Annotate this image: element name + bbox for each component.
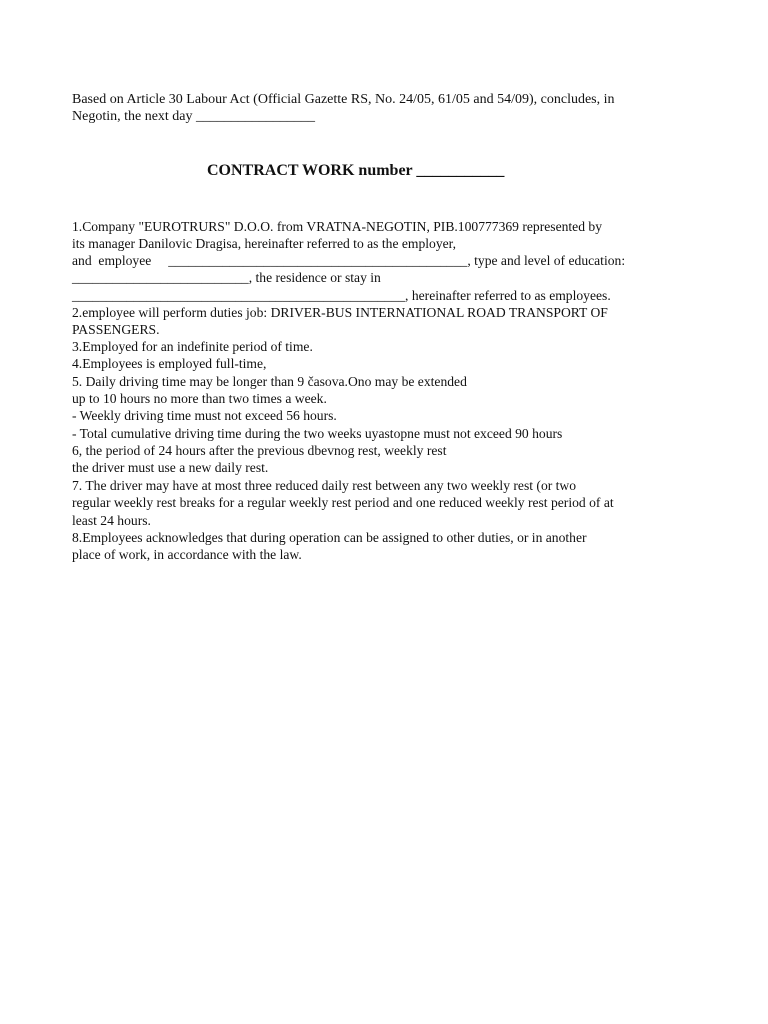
- clause-6-line-2: the driver must use a new daily rest.: [72, 460, 269, 475]
- clause-7-line-2: regular weekly rest breaks for a regular weekly rest period and one reduced weekly rest period of at: [72, 495, 614, 510]
- clause-5-line-4: - Total cumulative driving time during the two weeks uyastopne must not exceed 90 hours: [72, 426, 563, 441]
- clause-1-line-2: its manager Danilovic Dragisa, hereinafter referred to as the employer,: [72, 236, 457, 251]
- clause-5-line-1: 5. Daily driving time may be longer than 9 časova.Ono may be extended: [72, 374, 467, 389]
- clause-6-line-1: 6, the period of 24 hours after the previous dbevnog rest, weekly rest: [72, 443, 447, 458]
- clause-8-line-2: place of work, in accordance with the law.: [72, 547, 302, 562]
- clause-1-line-3: and employee ____________________________________________, type and level of education:: [72, 253, 626, 268]
- intro-line-2: Negotin, the next day _________________: [72, 109, 316, 124]
- clause-7-line-1: 7. The driver may have at most three reduced daily rest between any two weekly rest (or two: [72, 478, 577, 493]
- clause-5-line-2: up to 10 hours no more than two times a week.: [72, 391, 327, 406]
- clause-4: 4.Employees is employed full-time,: [72, 356, 267, 371]
- contract-title: CONTRACT WORK number ___________: [207, 162, 505, 179]
- clause-1-line-4: __________________________, the residence or stay in: [72, 270, 381, 285]
- clause-2-line-1: 2.employee will perform duties job: DRIVER-BUS INTERNATIONAL ROAD TRANSPORT OF: [72, 305, 608, 320]
- clause-5-line-3: - Weekly driving time must not exceed 56 hours.: [72, 408, 337, 423]
- clause-2-line-2: PASSENGERS.: [72, 322, 160, 337]
- clause-7-line-3: least 24 hours.: [72, 513, 151, 528]
- intro-line-1: Based on Article 30 Labour Act (Official Gazette RS, No. 24/05, 61/05 and 54/09), concludes, in: [72, 92, 615, 107]
- clause-1-line-5: _________________________________________________, hereinafter referred to as employees.: [72, 288, 611, 303]
- clause-3: 3.Employed for an indefinite period of time.: [72, 339, 313, 354]
- clause-8-line-1: 8.Employees acknowledges that during operation can be assigned to other duties, or in another: [72, 530, 587, 545]
- clause-1-line-1: 1.Company "EUROTRURS" D.O.O. from VRATNA-NEGOTIN, PIB.100777369 represented by: [72, 219, 603, 234]
